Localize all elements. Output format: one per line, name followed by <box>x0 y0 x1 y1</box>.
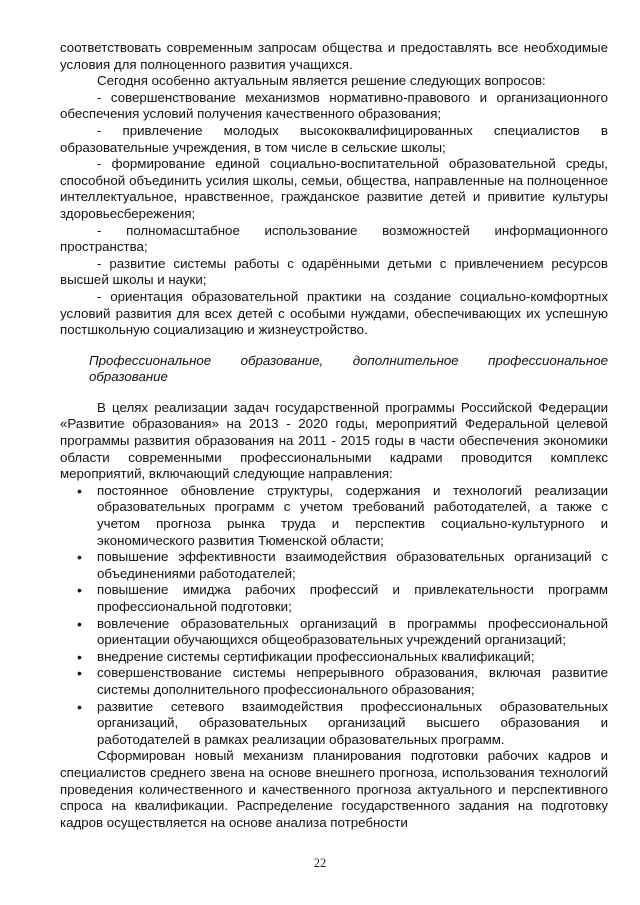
list-item-dash: - совершенствование механизмов нормативно-правового и организационного обеспечения условий получения качественного образования; <box>60 89 608 122</box>
list-item-dash: - развитие системы работы с одарёнными детьми с привлечением ресурсов высшей школы и науки; <box>60 255 608 288</box>
bullet-text: вовлечение образовательных организаций в программы профессиональной ориентации обучающихся общеобразовательных учреждений организаций; <box>97 615 608 648</box>
bullet-item <box>60 582 608 615</box>
bullet-item <box>60 665 608 698</box>
bullet-item <box>60 699 608 749</box>
bullet-icon: • <box>77 615 82 632</box>
bullet-icon: • <box>77 648 82 665</box>
bullet-text: развитие сетевого взаимодействия профессиональных образовательных организаций, образовательных организаций высшего образования и работодателей в рамках реализации образовательных программ. <box>97 698 608 747</box>
list-item-dash: - ориентация образовательной практики на создание социально-комфортных условий развития для всех детей с особыми нуждами, обеспечивающих их успешную постшкольную социализацию и жизнеустройство. <box>60 288 608 338</box>
list-item-dash: - полномасштабное использование возможностей информационного пространства; <box>60 222 608 255</box>
bullet-item <box>60 549 608 582</box>
bullet-text: повышение эффективности взаимодействия образовательных организаций с объединениями работодателей; <box>97 549 608 581</box>
page-number: 22 <box>313 856 327 870</box>
bullet-item <box>60 649 608 666</box>
bullet-icon: • <box>77 549 82 566</box>
bullet-icon: • <box>77 665 82 682</box>
bullet-icon: • <box>77 482 82 499</box>
document-page <box>60 40 608 831</box>
paragraph: Сегодня особенно актуальным является решение следующих вопросов: <box>97 73 546 89</box>
bullet-list <box>60 483 608 749</box>
bullet-text: совершенствование системы непрерывного образования, включая развитие системы дополнительного профессионального образования; <box>97 665 608 697</box>
bullet-text: внедрение системы сертификации профессиональных квалификаций; <box>97 648 535 664</box>
intro-paragraph: В целях реализации задач государственной программы Российской Федерации «Развитие образования» на 2013 - 2020 годы, мероприятий Федеральной целевой программы развития образования на 2011 - 2015 годы в части обеспечения экономики области современными профессиональными кадрами проводится комплекс мероприятий, включающий следующие направления: <box>60 399 608 482</box>
bullet-text: повышение имиджа рабочих профессий и привлекательности программ профессиональной подготовки; <box>97 582 608 614</box>
section-heading: Профессиональное образование, дополнительное профессиональное образование <box>89 352 608 385</box>
bullet-item <box>60 483 608 549</box>
list-item-dash: - привлечение молодых высококвалифицированных специалистов в образовательные учреждения, в том числе в сельские школы; <box>60 122 608 155</box>
paragraph: соответствовать современным запросам общества и предоставлять все необходимые условия для полноценного развития учащихся. <box>60 40 608 72</box>
bullet-item <box>60 616 608 649</box>
closing-paragraph: Сформирован новый механизм планирования подготовки рабочих кадров и специалистов среднего звена на основе внешнего прогноза, использования технологий проведения количественного и качественного прогноза актуального и перспективного спроса на квалификации. Распределение государственного задания на подготовку кадров осуществляется на основе анализа потребности <box>60 748 608 830</box>
bullet-text: постоянное обновление структуры, содержания и технологий реализации образовательных программ с учетом требований работодателей, а также с учетом прогноза рынка труда и перспектив социально-культурного и экономического развития Тюменской области; <box>97 482 608 548</box>
bullet-icon: • <box>77 698 82 715</box>
list-item-dash: - формирование единой социально-воспитательной образовательной среды, способной объединить усилия школы, семьи, общества, направленные на полноценное интеллектуальное, нравственное, гражданское развитие детей и привитие культуры здоровьесбережения; <box>60 156 608 221</box>
bullet-icon: • <box>77 582 82 599</box>
